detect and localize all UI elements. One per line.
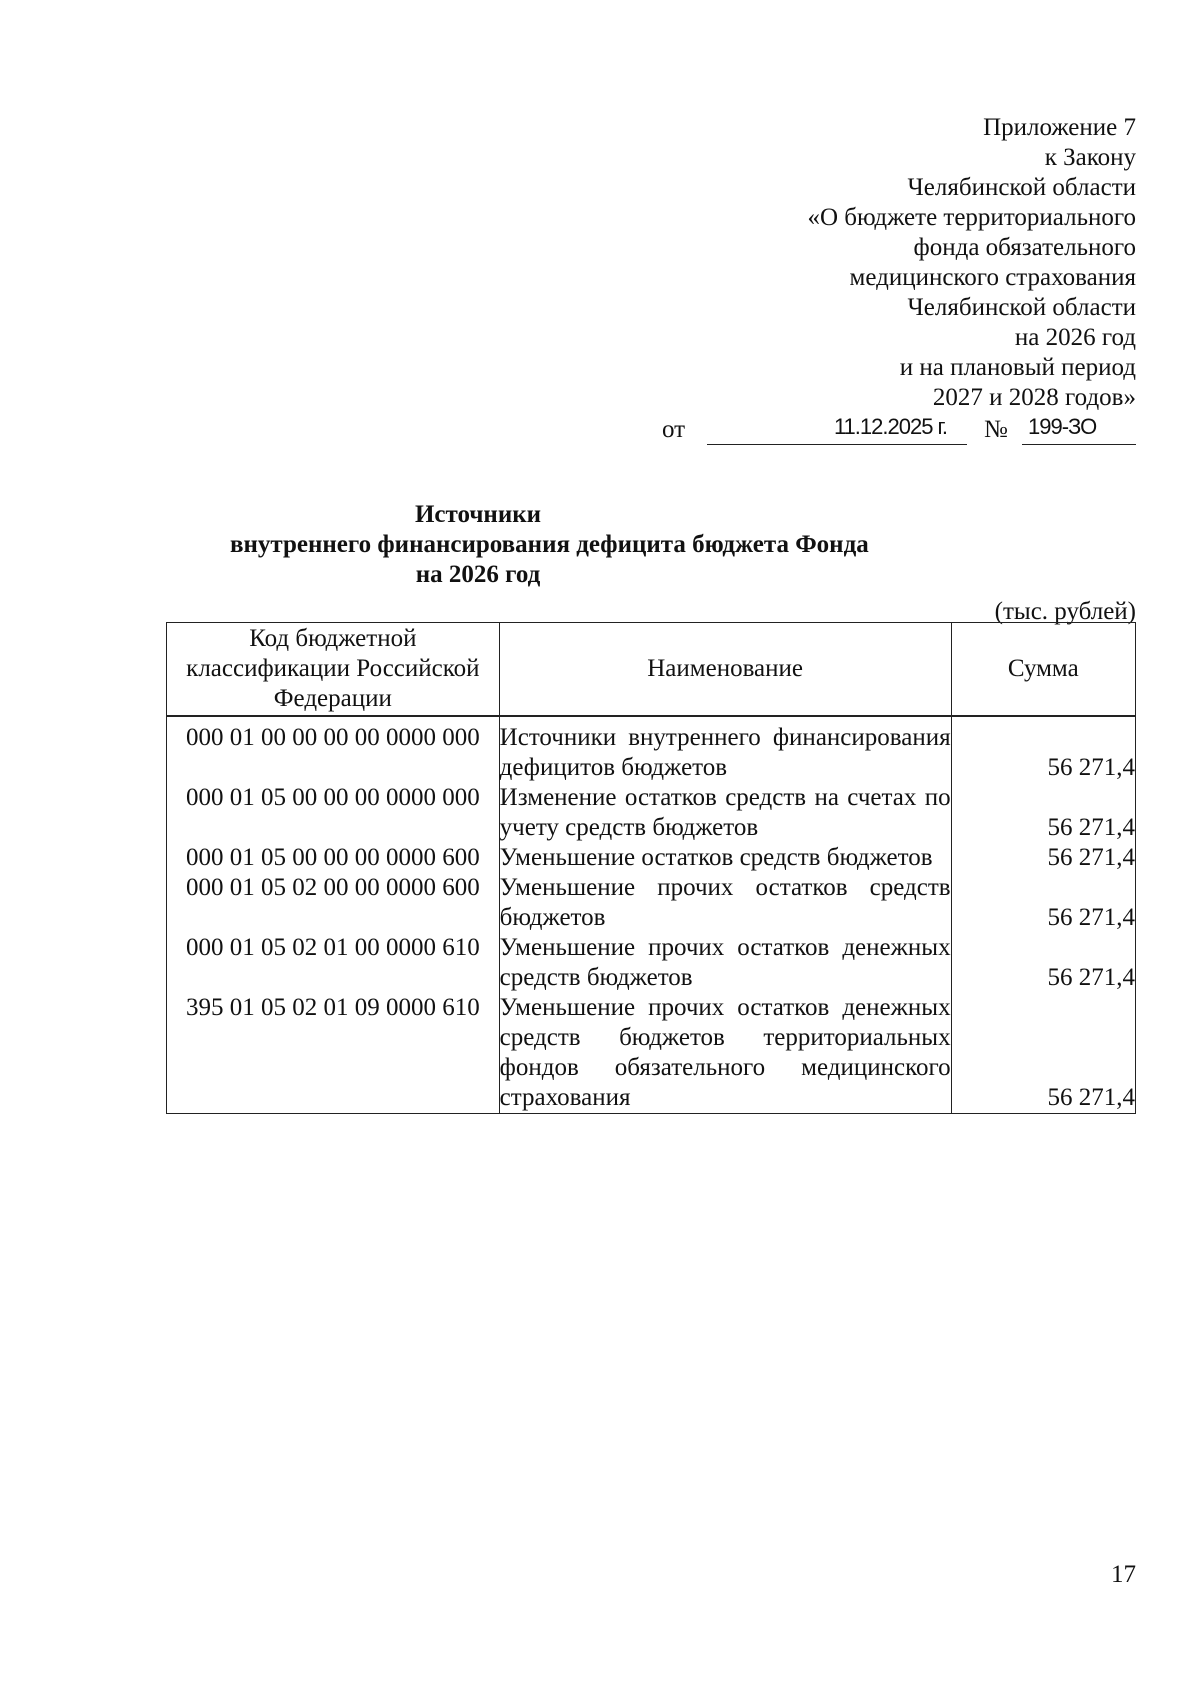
- table-row: [167, 843, 1136, 873]
- table-header-row: [167, 623, 1136, 717]
- title-line-3: на 2026 год: [415, 561, 541, 588]
- law-date: 11.12.2025 г.: [833, 414, 947, 439]
- law-number-field: [1022, 410, 1136, 445]
- row-sum: 56 271,4: [951, 933, 1135, 993]
- row-name: Уменьшение прочих остатков денежных средств бюджетов территориальных фондов обязательного медицинского страхования: [499, 993, 951, 1114]
- row-sum: 56 271,4: [951, 993, 1135, 1114]
- row-name: Уменьшение остатков средств бюджетов: [499, 843, 951, 873]
- appendix-line: к Закону: [1044, 144, 1136, 171]
- row-name: Уменьшение прочих остатков денежных средств бюджетов: [499, 934, 951, 991]
- number-label: №: [984, 416, 1008, 443]
- row-code: 000 01 05 00 00 00 0000 000: [167, 783, 500, 843]
- title-line-1: Источники: [414, 501, 542, 528]
- page-number: 17: [1111, 1561, 1136, 1588]
- document-title: [230, 500, 869, 590]
- units-label: (тыс. рублей): [994, 598, 1136, 625]
- row-code: 000 01 05 02 01 00 0000 610: [167, 933, 500, 993]
- header-sum: Сумма: [951, 623, 1135, 717]
- appendix-line: Приложение 7: [983, 114, 1136, 141]
- appendix-line: фонда обязательного: [913, 234, 1136, 261]
- sources-table: [166, 622, 1136, 1114]
- from-label: от: [662, 416, 686, 443]
- table-row: [167, 716, 1136, 783]
- row-code: 000 01 05 02 00 00 0000 600: [167, 873, 500, 933]
- law-reference: [662, 410, 1136, 444]
- table-row: [167, 783, 1136, 843]
- row-sum: 56 271,4: [951, 716, 1135, 783]
- appendix-line: медицинского страхования: [849, 264, 1136, 291]
- row-code: 000 01 00 00 00 00 0000 000: [167, 716, 500, 783]
- row-code: 000 01 05 00 00 00 0000 600: [167, 843, 500, 873]
- header-code: Код бюджетной классификации Российской Федерации: [167, 623, 500, 717]
- row-sum: 56 271,4: [951, 783, 1135, 843]
- appendix-header: [516, 113, 1136, 413]
- table-row: [167, 873, 1136, 933]
- table-row: [167, 933, 1136, 993]
- row-sum: 56 271,4: [951, 873, 1135, 933]
- title-line-2: внутреннего финансирования дефицита бюджета Фонда: [230, 531, 869, 558]
- appendix-line: Челябинской области: [907, 174, 1136, 201]
- row-name: Источники внутреннего финансирования дефицитов бюджетов: [499, 716, 951, 783]
- row-sum: 56 271,4: [951, 843, 1135, 873]
- law-number: 199-ЗО: [1028, 414, 1097, 439]
- table-row: [167, 993, 1136, 1114]
- appendix-line: 2027 и 2028 годов»: [932, 384, 1136, 411]
- row-code: 395 01 05 02 01 09 0000 610: [167, 993, 500, 1114]
- row-name: Изменение остатков средств на счетах по учету средств бюджетов: [499, 784, 951, 841]
- header-name: Наименование: [499, 623, 951, 717]
- appendix-line: «О бюджете территориального: [807, 204, 1136, 231]
- law-date-field: [707, 410, 967, 445]
- appendix-line: Челябинской области: [907, 294, 1136, 321]
- appendix-line: на 2026 год: [1014, 324, 1136, 351]
- appendix-line: и на плановый период: [899, 354, 1136, 381]
- row-name: Уменьшение прочих остатков средств бюджетов: [499, 874, 951, 931]
